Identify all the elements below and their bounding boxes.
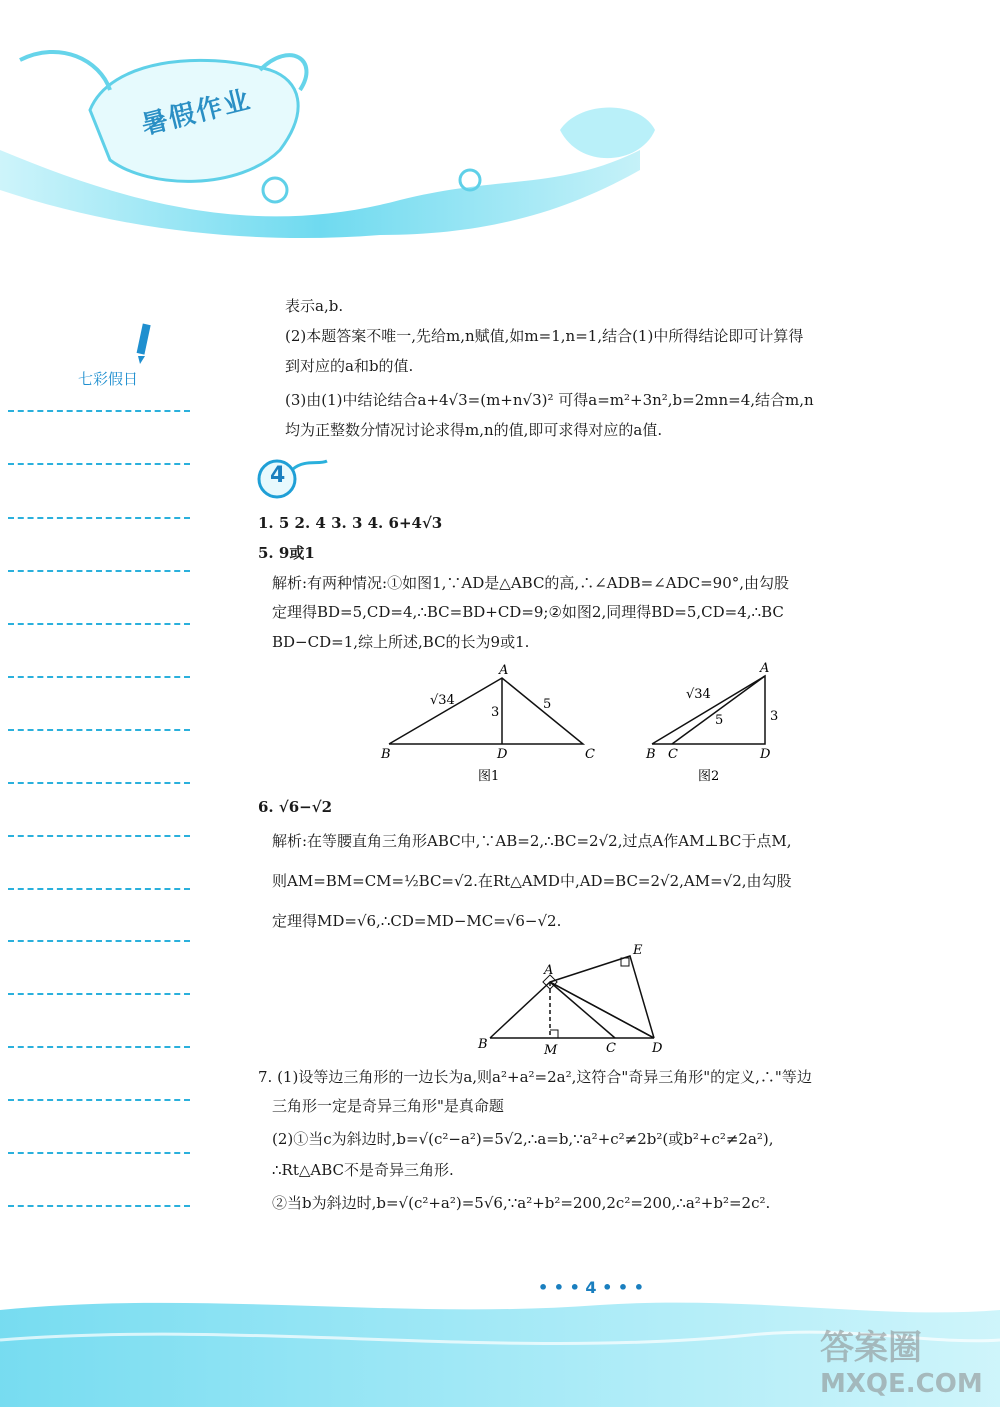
label-A: A bbox=[760, 661, 770, 676]
text-line: (2)本题答案不唯一,先给m,n赋值,如m=1,n=1,结合(1)中所得结论即可计算得 bbox=[285, 327, 804, 345]
pen-icon bbox=[132, 322, 154, 366]
label-ab: √34 bbox=[430, 693, 455, 708]
label-ac: 5 bbox=[543, 697, 552, 712]
figure-3 bbox=[470, 940, 680, 1062]
label-E: E bbox=[633, 943, 643, 958]
note-line bbox=[8, 1152, 190, 1154]
q7-line: 三角形一定是奇异三角形"是真命题 bbox=[272, 1097, 504, 1115]
label-B: B bbox=[646, 747, 656, 762]
q6-line: 则AM=BM=CM=½BC=√2.在Rt△AMD中,AD=BC=2√2,AM=√2,由勾股 bbox=[272, 872, 792, 890]
label-C: C bbox=[606, 1041, 616, 1056]
label-B: B bbox=[381, 747, 391, 762]
watermark-logo: 答案圈 bbox=[820, 1328, 922, 1368]
q6-answer: 6. √6−√2 bbox=[258, 798, 333, 816]
note-line bbox=[8, 1046, 190, 1048]
q7-line: (2)①当c为斜边时,b=√(c²−a²)=5√2,∴a=b,∵a²+c²≠2b²(或b²+c²≠2a²), bbox=[272, 1130, 774, 1148]
figure-2 bbox=[640, 658, 790, 784]
q7-line: 7. (1)设等边三角形的一边长为a,则a²+a²=2a²,这符合"奇异三角形"的定义,∴"等边 bbox=[258, 1068, 812, 1086]
label-ab: √34 bbox=[686, 687, 711, 702]
text-line: (3)由(1)中结论结合a+4√3=(m+n√3)² 可得a=m²+3n²,b=2mn=4,结合m,n bbox=[285, 391, 814, 409]
label-A: A bbox=[499, 663, 509, 678]
note-line bbox=[8, 410, 190, 412]
q7-line: ②当b为斜边时,b=√(c²+a²)=5√6,∵a²+b²=200,2c²=200,∴a²+b²=2c². bbox=[272, 1194, 771, 1212]
note-line bbox=[8, 623, 190, 625]
note-line bbox=[8, 517, 190, 519]
section-number: 4 bbox=[270, 463, 286, 488]
q7-line: ∴Rt△ABC不是奇异三角形. bbox=[272, 1161, 454, 1179]
banner-title: 暑假作业 bbox=[138, 84, 255, 142]
label-ac: 5 bbox=[715, 713, 724, 728]
text-line: 均为正整数分情况讨论求得m,n的值,即可求得对应的a值. bbox=[285, 421, 663, 439]
q5-line: 定理得BD=5,CD=4,∴BC=BD+CD=9;②如图2,同理得BD=5,CD=4,∴BC bbox=[272, 603, 784, 621]
label-C: C bbox=[668, 747, 678, 762]
page-number: • • • 4 • • • bbox=[538, 1278, 644, 1297]
header-banner bbox=[0, 0, 700, 260]
note-line bbox=[8, 729, 190, 731]
fig1-caption: 图1 bbox=[478, 769, 500, 784]
text-line: 到对应的a和b的值. bbox=[285, 357, 414, 375]
label-C: C bbox=[585, 747, 595, 762]
label-ad: 3 bbox=[491, 705, 500, 720]
note-line bbox=[8, 835, 190, 837]
answers-line: 1. 5 2. 4 3. 3 4. 6+4√3 bbox=[258, 514, 443, 532]
watermark-url: MXQE.COM bbox=[820, 1369, 983, 1399]
q6-line: 解析:在等腰直角三角形ABC中,∵AB=2,∴BC=2√2,过点A作AM⊥BC于点M, bbox=[272, 832, 792, 850]
note-line bbox=[8, 570, 190, 572]
note-line bbox=[8, 993, 190, 995]
section-badge-icon bbox=[255, 455, 335, 501]
label-D: D bbox=[760, 747, 771, 762]
label-B: B bbox=[478, 1037, 488, 1052]
note-line bbox=[8, 888, 190, 890]
fig2-caption: 图2 bbox=[698, 769, 720, 784]
watermark bbox=[820, 1320, 983, 1399]
q5-line: BD−CD=1,综上所述,BC的长为9或1. bbox=[272, 633, 530, 651]
label-A: A bbox=[544, 963, 554, 978]
note-line bbox=[8, 1205, 190, 1207]
figure-1 bbox=[375, 662, 605, 784]
q6-line: 定理得MD=√6,∴CD=MD−MC=√6−√2. bbox=[272, 912, 562, 930]
note-line bbox=[8, 782, 190, 784]
label-M: M bbox=[544, 1043, 558, 1058]
label-D: D bbox=[497, 747, 508, 762]
label-ad: 3 bbox=[770, 709, 779, 724]
note-line bbox=[8, 1099, 190, 1101]
text-line: 表示a,b. bbox=[285, 297, 344, 315]
note-line bbox=[8, 940, 190, 942]
q5-line: 解析:有两种情况:①如图1,∵AD是△ABC的高,∴∠ADB=∠ADC=90°,由勾股 bbox=[272, 574, 790, 592]
side-label: 七彩假日 bbox=[78, 370, 139, 388]
label-D: D bbox=[652, 1041, 663, 1056]
note-line bbox=[8, 676, 190, 678]
q5-answer: 5. 9或1 bbox=[258, 544, 315, 562]
note-line bbox=[8, 463, 190, 465]
